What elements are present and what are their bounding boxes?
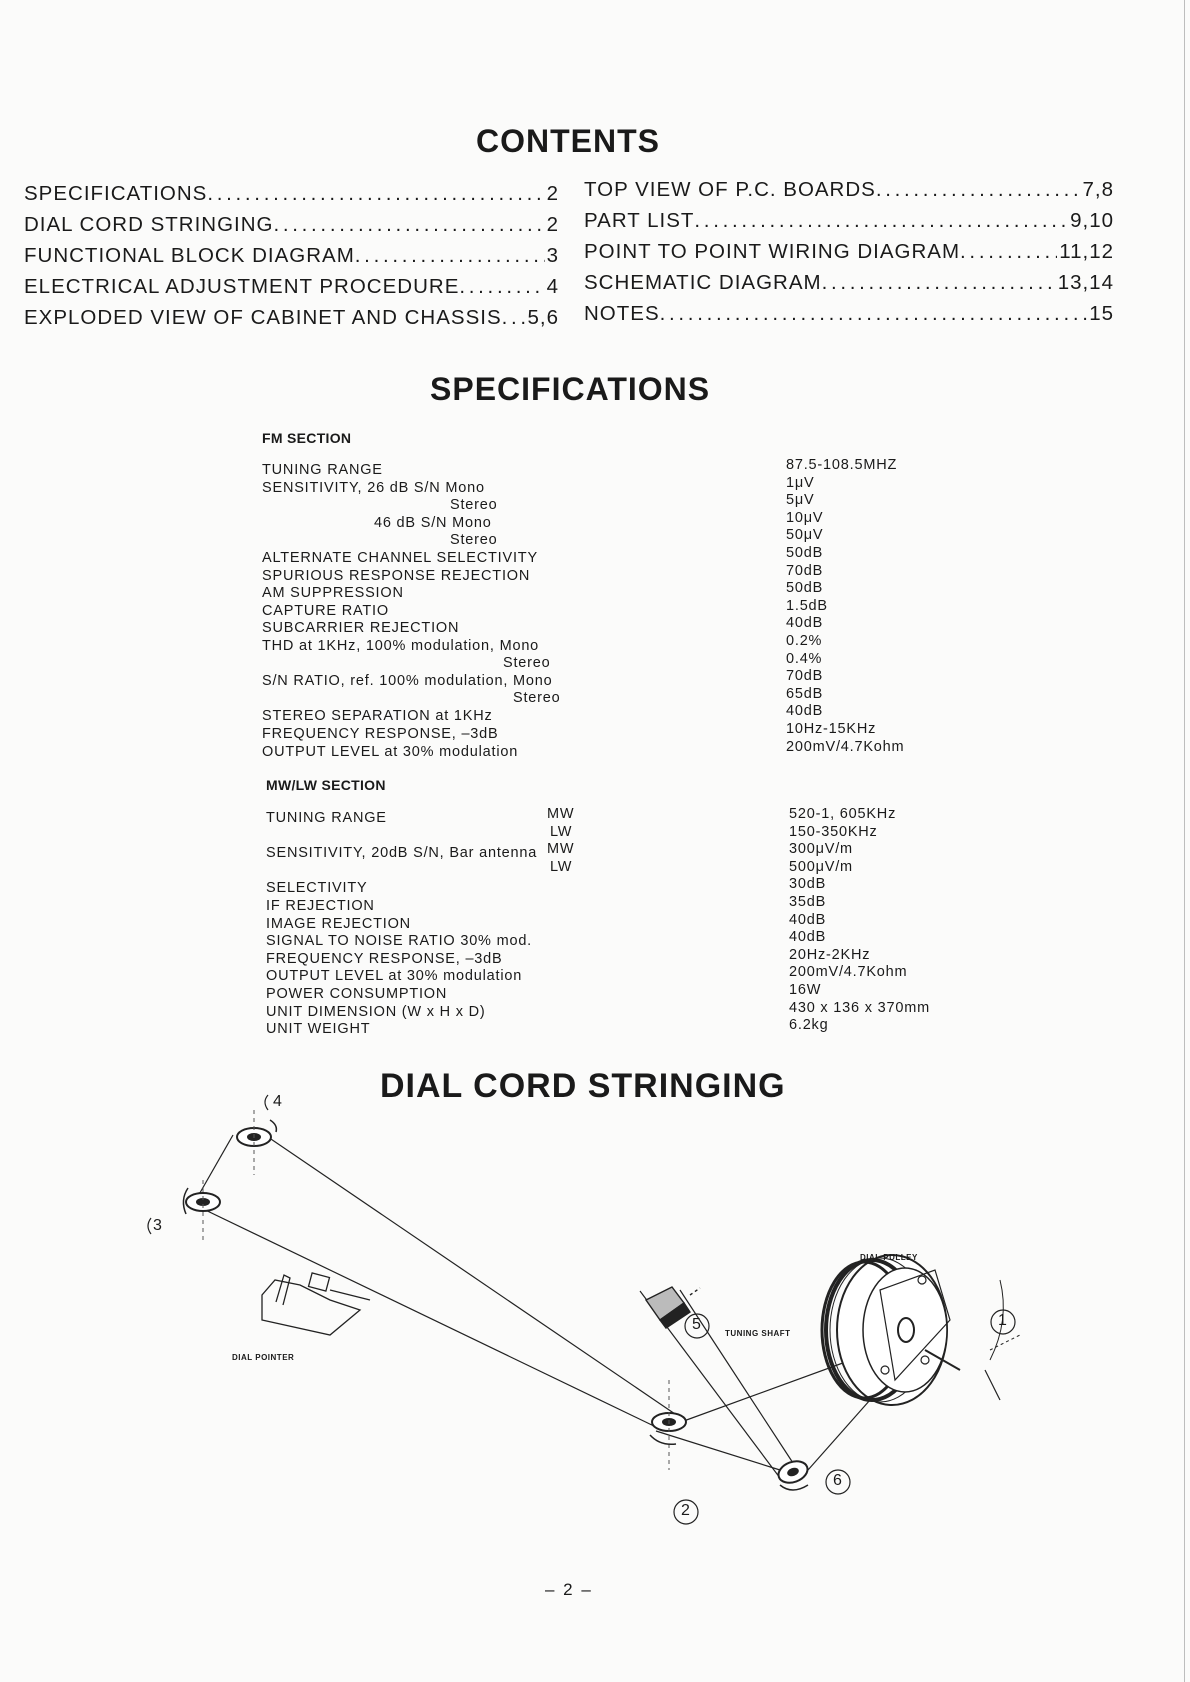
toc-entry-label: ELECTRICAL ADJUSTMENT PROCEDURE: [24, 275, 460, 298]
spec-value: 1μV: [786, 474, 815, 491]
toc-entry-page: 2: [546, 213, 559, 236]
spec-label: IF REJECTION: [266, 897, 375, 914]
dial-pointer-part: [262, 1273, 370, 1335]
toc-entry-page: 7,8: [1082, 178, 1114, 201]
toc-entry-page: 5,6: [527, 306, 559, 329]
spec-label: OUTPUT LEVEL at 30% modulation: [266, 968, 523, 985]
spec-value: 40dB: [789, 929, 827, 946]
toc-entry-page: 2: [546, 182, 559, 205]
spec-label: S/N RATIO, ref. 100% modulation, Mono: [262, 673, 553, 690]
spec-value: 150-350KHz: [789, 823, 878, 840]
mwlw-section-title: MW/LW SECTION: [266, 777, 386, 793]
spec-value: 30dB: [789, 876, 827, 893]
page-edge-line: [1184, 0, 1185, 1682]
toc-entry-page: 15: [1089, 302, 1114, 325]
fm-sub-stereo-2: Stereo: [450, 532, 498, 548]
toc-entry-page: 4: [546, 275, 559, 298]
spec-label: STEREO SEPARATION at 1KHz: [262, 708, 493, 725]
spec-value: 65dB: [786, 685, 824, 702]
toc-entry-label: EXPLODED VIEW OF CABINET AND CHASSIS: [24, 306, 502, 329]
fm-section-title: FM SECTION: [262, 430, 352, 446]
toc-leader: [502, 302, 526, 333]
band-label: MW: [547, 806, 575, 822]
spec-label: [262, 691, 552, 709]
dial-cord-diagram: [0, 1080, 1100, 1540]
toc-leader: [822, 267, 1056, 298]
callout-5: 5: [692, 1316, 701, 1333]
toc-entry-label: DIAL CORD STRINGING: [24, 213, 274, 236]
callout-2: 2: [681, 1502, 690, 1519]
page-number: – 2 –: [545, 1580, 593, 1599]
spec-value: 5μV: [786, 492, 815, 509]
toc-entry-label: SCHEMATIC DIAGRAM: [584, 271, 822, 294]
pulley-6: [775, 1457, 810, 1490]
toc-leader: [355, 240, 545, 271]
spec-label: [266, 828, 537, 846]
spec-label: SENSITIVITY, 26 dB S/N Mono: [262, 479, 485, 496]
spec-label: FREQUENCY RESPONSE, –3dB: [262, 725, 499, 742]
spec-label: UNIT DIMENSION (W x H x D): [266, 1003, 486, 1020]
tuning-shaft-label: TUNING SHAFT: [725, 1329, 791, 1338]
toc-entry-label: PART LIST: [584, 209, 695, 232]
spec-label: TUNING RANGE: [262, 462, 383, 478]
spec-value: 300μV/m: [789, 841, 853, 858]
spec-value: 70dB: [786, 668, 824, 685]
band-label: LW: [550, 823, 573, 840]
spec-label: ALTERNATE CHANNEL SELECTIVITY: [262, 549, 538, 566]
dial-pulley-label: DIAL PULLEY: [860, 1253, 918, 1262]
callout-1: 1: [998, 1312, 1007, 1329]
toc-entry-page: 13,14: [1057, 271, 1114, 294]
spec-label: IMAGE REJECTION: [266, 915, 411, 932]
spec-label: SELECTIVITY: [266, 880, 368, 897]
mwlw-spec-values: [789, 806, 930, 1035]
toc-entry[interactable]: [584, 236, 1114, 267]
fm-spec-labels: [262, 462, 552, 761]
spec-value: 50μV: [786, 527, 824, 544]
spec-value: 20Hz-2KHz: [789, 946, 871, 963]
toc-entry[interactable]: [584, 298, 1114, 329]
spec-label: [262, 497, 552, 515]
spec-label: SUBCARRIER REJECTION: [262, 620, 460, 637]
fm-sub-stereo-3: Stereo: [503, 655, 551, 671]
dial-pointer-label: DIAL POINTER: [232, 1353, 295, 1362]
spec-value: 500μV/m: [789, 858, 853, 875]
spec-label: [262, 532, 552, 550]
spec-value: 200mV/4.7Kohm: [786, 738, 905, 755]
fm-sub-46db: 46 dB S/N Mono: [374, 515, 492, 531]
spec-value: 50dB: [786, 544, 824, 561]
specifications-title: SPECIFICATIONS: [430, 371, 711, 407]
toc-leader: [459, 271, 544, 302]
toc-entry[interactable]: [584, 205, 1114, 236]
spec-value: 10μV: [786, 509, 824, 526]
spec-value: 10Hz-15KHz: [786, 720, 877, 737]
contents-title: CONTENTS: [476, 123, 660, 159]
spec-value: 87.5-108.5MHZ: [786, 457, 898, 473]
spec-label: TUNING RANGE: [266, 810, 387, 826]
callout-6: 6: [833, 1472, 842, 1489]
toc-entry-label: NOTES: [584, 302, 660, 325]
toc-entry[interactable]: [584, 267, 1114, 298]
toc-leader: [694, 205, 1068, 236]
dial-cord-title: DIAL CORD STRINGING: [380, 1067, 786, 1105]
fm-spec-values: [786, 457, 904, 756]
toc-entry[interactable]: [24, 302, 559, 333]
fm-sub-stereo-1: Stereo: [450, 497, 498, 513]
toc-leader: [876, 174, 1081, 205]
spec-value: 16W: [789, 981, 822, 998]
spec-label: THD at 1KHz, 100% modulation, Mono: [262, 637, 540, 654]
band-label: LW: [550, 858, 573, 875]
spec-value: 1.5dB: [786, 597, 828, 614]
toc-entry[interactable]: [24, 271, 559, 302]
spec-label: AM SUPPRESSION: [262, 585, 404, 602]
spec-value: 0.4%: [786, 650, 823, 667]
spec-value: 35dB: [789, 893, 827, 910]
toc-leader: [207, 178, 544, 209]
contents-left-column: [24, 178, 559, 333]
spec-label: OUTPUT LEVEL at 30% modulation: [262, 743, 519, 760]
spec-label: FREQUENCY RESPONSE, –3dB: [266, 950, 503, 967]
spec-value: 430 x 136 x 370mm: [789, 999, 930, 1016]
toc-entry-label: TOP VIEW OF P.C. BOARDS: [584, 178, 876, 201]
spec-label: POWER CONSUMPTION: [266, 985, 448, 1002]
callout-3: 3: [153, 1217, 162, 1234]
toc-entry[interactable]: [24, 209, 559, 240]
spec-label: CAPTURE RATIO: [262, 602, 389, 619]
toc-entry-page: 3: [546, 244, 559, 267]
spec-value: 40dB: [786, 703, 824, 720]
toc-entry[interactable]: [24, 178, 559, 209]
spec-value: 6.2kg: [789, 1017, 829, 1034]
spec-value: 0.2%: [786, 632, 823, 649]
toc-entry-label: FUNCTIONAL BLOCK DIAGRAM: [24, 244, 355, 267]
toc-entry-page: 9,10: [1070, 209, 1114, 232]
spec-label: SPURIOUS RESPONSE REJECTION: [262, 567, 531, 584]
spec-value: 200mV/4.7Kohm: [789, 964, 908, 981]
toc-entry-label: POINT TO POINT WIRING DIAGRAM: [584, 240, 961, 263]
toc-leader: [960, 236, 1057, 267]
fm-sub-stereo-4: Stereo: [513, 690, 561, 706]
pulley-4: [237, 1110, 276, 1175]
spec-label: UNIT WEIGHT: [266, 1021, 371, 1038]
mwlw-bands: [547, 806, 574, 876]
band-label: MW: [547, 841, 575, 858]
contents-right-column: [584, 174, 1114, 329]
pulley-2: [650, 1380, 686, 1470]
toc-entry[interactable]: [584, 174, 1114, 205]
spec-value: 40dB: [786, 615, 824, 632]
toc-leader: [273, 209, 544, 240]
spec-label: SIGNAL TO NOISE RATIO 30% mod.: [266, 933, 533, 950]
callout-4: 4: [273, 1093, 282, 1110]
spec-value: 520-1, 605KHz: [789, 806, 897, 822]
spec-label: [266, 863, 537, 881]
spec-value: 40dB: [789, 911, 827, 928]
spec-value: 50dB: [786, 580, 824, 597]
spec-label: SENSITIVITY, 20dB S/N, Bar antenna: [266, 845, 538, 862]
toc-entry-label: SPECIFICATIONS: [24, 182, 208, 205]
toc-entry[interactable]: [24, 240, 559, 271]
mwlw-spec-labels: [266, 810, 537, 1039]
spec-value: 70dB: [786, 562, 824, 579]
dial-pulley-part: [822, 1255, 1020, 1405]
toc-entry-page: 11,12: [1059, 240, 1114, 263]
toc-leader: [660, 298, 1088, 329]
